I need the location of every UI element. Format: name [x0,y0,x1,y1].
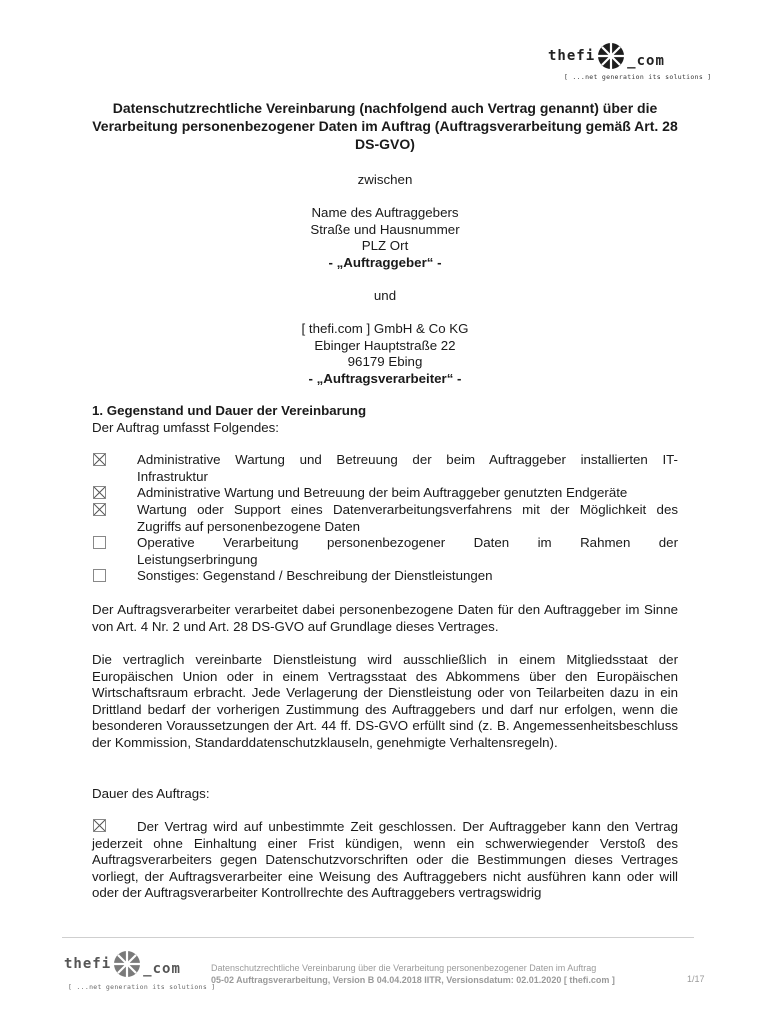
duration-text: Der Vertrag wird auf unbestimmte Zeit geschlossen. Der Auftraggeber kann den Vertrag jederzeit ohne Einhaltung einer Frist kündigen, wenn ein schwerwiegender Verstoß des Auftragsverarbeiters gegen Datenschutzvorschriften oder die Bestimmungen dieses Vertrages vorliegt, der Auftragsverarbeiter eine Weisung des Auftraggebers nicht ausführen kann oder will oder der Auftragsverarbeiter Kontrollrechte des Auftraggebers vertragswidrig [92,819,678,900]
duration-label: Dauer des Auftrags: [92,786,210,801]
footer-logo-text-right: _com [143,961,181,977]
scope-option-label [137,535,678,568]
client-city: PLZ Ort [361,238,409,253]
checkbox-cross-icon [94,454,105,465]
footer-divider [62,937,694,938]
scope-option-line-1: Operative Verarbeitung personenbezogener Daten im Rahmen der [137,535,678,550]
checkbox-cross-icon [94,504,105,515]
processor-street: Ebinger Hauptstraße 22 [314,337,456,353]
scope-option-line-2: Leistungserbringung [137,551,258,567]
footer-logo-text-left: thefi [64,956,112,972]
client-street: Straße und Hausnummer [310,221,460,237]
logo-text-right: _com [627,53,665,69]
footer-logo-tagline: [ ...net generation its solutions ] [68,983,216,991]
scope-option-line-2: Zugriffs auf personenbezogene Daten [137,518,361,534]
scope-option-checkbox[interactable] [93,536,106,549]
scope-option-line-1: Wartung oder Support eines Datenverarbeitungsverfahrens mit der Möglichkeit des [137,502,678,517]
scope-option-label [137,452,678,485]
scope-option-label [137,485,678,502]
paragraph-service-location: Die vertraglich vereinbarte Dienstleistung wird ausschließlich in einem Mitgliedsstaat der Europäischen Union oder in einem Vertragsstaat des Abkommens über den Europäischen Wirtschaftsraum erbracht. Jede Verlagerung der Dienstleistung oder von Teilarbeiten dazu in ein Drittland bedarf der vorherigen Zustimmung des Auftraggebers und darf nur erfolgen, wenn die besonderen Voraussetzungen der Art. 44 ff. DS-GVO erfüllt sind (z. B. Angemessenheitsbeschluss der Kommission, Standarddatenschutzklauseln, genehmigte Verhaltensregeln). [92,652,678,750]
section-heading: 1. Gegenstand und Dauer der Vereinbarung [92,403,367,418]
logo-mark-icon [597,42,625,70]
and-label: und [373,288,397,303]
scope-option-checkbox[interactable] [93,569,106,582]
paragraph-processing-basis: Der Auftragsverarbeiter verarbeitet dabei personenbezogene Daten für den Auftraggeber im Sinne von Art. 4 Nr. 2 und Art. 28 DS-GVO auf Grundlage dieses Vertrages. [92,602,678,634]
scope-option-line-1: Administrative Wartung und Betreuung der beim Auftraggeber installierten IT- [137,452,678,467]
page-number: 1/17 [687,974,705,984]
scope-option-checkbox[interactable] [93,503,106,516]
scope-option-label [137,502,678,535]
logo-text-left: thefi [548,48,596,64]
footer-logo [64,950,181,978]
footer-line-2: 05-02 Auftragsverarbeitung, Version B 04.04.2018 IITR, Versionsdatum: 02.01.2020 [ thefi.com ] [211,975,615,985]
between-label: zwischen [357,172,413,187]
section-intro: Der Auftrag umfasst Folgendes: [92,420,279,435]
processor-city: 96179 Ebing [347,354,423,369]
processor-role: - „Auftragsverarbeiter“ - [308,370,462,386]
company-logo [548,42,665,70]
client-name: Name des Auftraggebers [311,205,459,220]
client-address [85,205,685,271]
footer-line-1: Datenschutzrechtliche Vereinbarung über die Verarbeitung personenbezogener Daten im Auftrag [211,963,597,973]
scope-option-line-1: Sonstiges: Gegenstand / Beschreibung der Dienstleistungen [137,568,493,583]
processor-address [85,321,685,387]
scope-option-line-1: Administrative Wartung und Betreuung der beim Auftraggeber genutzten Endgeräte [137,485,628,500]
processor-name: [ thefi.com ] GmbH & Co KG [301,321,469,336]
client-role: - „Auftraggeber“ - [328,254,442,270]
checkbox-cross-icon [94,487,105,498]
footer-info [211,962,615,986]
scope-option-checkbox[interactable] [93,453,106,466]
scope-option-line-2: Infrastruktur [137,468,208,484]
footer-logo-mark-icon [113,950,141,978]
document-title: Datenschutzrechtliche Vereinbarung (nachfolgend auch Vertrag genannt) über die Verarbeitung personenbezogener Daten im Auftrag (Auftragsverarbeitung gemäß Art. 28 DS-GVO) [92,100,678,152]
scope-option-label [137,568,678,585]
scope-option-checkbox[interactable] [93,486,106,499]
logo-tagline: [ ...net generation its solutions ] [564,73,712,81]
